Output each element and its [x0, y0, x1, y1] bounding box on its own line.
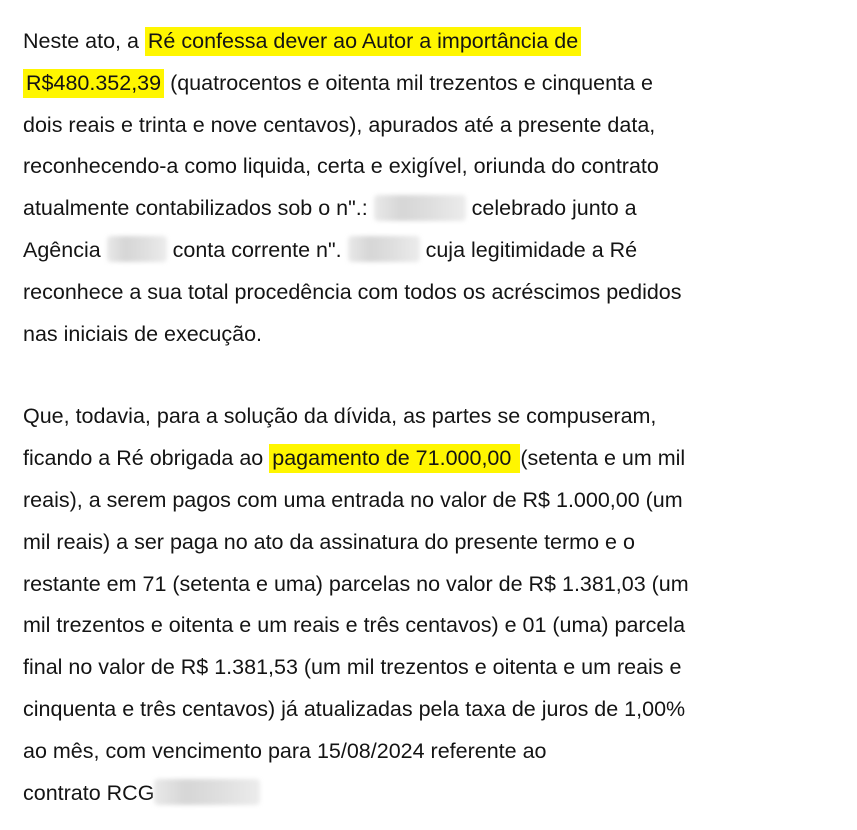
text-line: ao mês, com vencimento para 15/08/2024 referente ao [23, 738, 547, 763]
highlighted-text: Ré confessa dever ao Autor a importância de [145, 27, 581, 56]
text-line [23, 21, 843, 63]
redacted-rcg-number [154, 779, 260, 805]
text-line: cinquenta e três centavos) já atualizadas pela taxa de juros de 1,00% [23, 696, 686, 721]
text-line: Que, todavia, para a solução da dívida, as partes se compuseram, [23, 404, 657, 429]
redacted-contract-number [374, 195, 466, 221]
highlighted-amount: R$480.352,39 [23, 69, 164, 98]
document-body [23, 21, 843, 814]
text-line: dois reais e trinta e nove centavos), apurados até a presente data, [23, 112, 656, 137]
text-line [23, 438, 843, 480]
text-span: ficando a Ré obrigada ao [23, 446, 270, 471]
text-span: (setenta e um mil [520, 446, 686, 471]
text-line [23, 188, 843, 230]
text-line: mil trezentos e oitenta e um reais e três centavos) e 01 (uma) parcela [23, 613, 686, 638]
text-span: contrato RCG [23, 780, 155, 805]
paragraph-confissao [23, 21, 843, 355]
highlighted-payment: pagamento de 71.000,00 [269, 444, 520, 473]
text-line: reais), a serem pagos com uma entrada no valor de R$ 1.000,00 (um [23, 487, 683, 512]
text-line: reconhecendo-a como liquida, certa e exigível, oriunda do contrato [23, 154, 659, 179]
text-line: mil reais) a ser paga no ato da assinatura do presente termo e o [23, 529, 635, 554]
paragraph-acordo [23, 396, 843, 814]
text-span: cuja legitimidade a Ré [419, 237, 638, 262]
text-span: celebrado junto a [465, 196, 637, 221]
text-line: reconhece a sua total procedência com todos os acréscimos pedidos [23, 279, 682, 304]
redacted-agency-number [107, 236, 167, 262]
text-line [23, 63, 843, 105]
text-span: (quatrocentos e oitenta mil trezentos e cinquenta e [164, 70, 653, 95]
text-span: Agência [23, 237, 107, 262]
redacted-account-number [348, 236, 420, 262]
text-span: conta corrente n". [166, 237, 348, 262]
text-line [23, 773, 843, 815]
text-line: nas iniciais de execução. [23, 321, 263, 346]
text-span: Neste ato, a [23, 29, 145, 53]
text-span: atualmente contabilizados sob o n".: [23, 196, 374, 221]
text-line: restante em 71 (setenta e uma) parcelas no valor de R$ 1.381,03 (um [23, 571, 689, 596]
text-line [23, 230, 843, 272]
text-line: final no valor de R$ 1.381,53 (um mil trezentos e oitenta e um reais e [23, 655, 682, 680]
